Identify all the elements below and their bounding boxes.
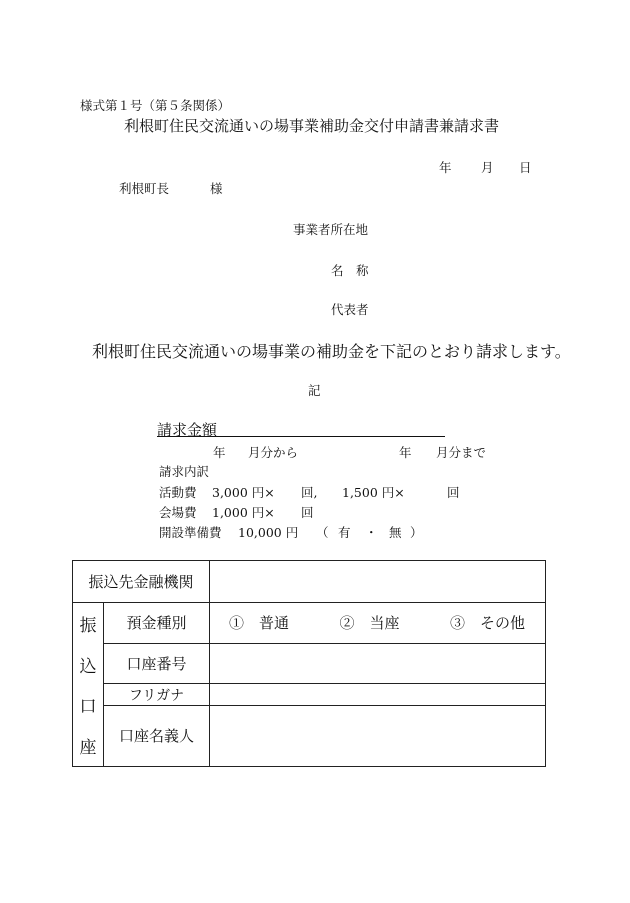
setup-close-paren: ）	[410, 525, 423, 540]
deposit-type-options-cell	[210, 603, 546, 644]
period-to-month: 月分まで	[436, 445, 487, 460]
venue-times: 回	[301, 505, 314, 520]
bank-transfer-table	[72, 560, 546, 767]
setup-dot: ・	[365, 525, 378, 540]
setup-yes: 有	[338, 525, 351, 540]
claim-amount-label: 請求金額	[157, 421, 218, 439]
furigana-input-cell[interactable]	[210, 684, 546, 705]
furigana-label-cell	[104, 684, 210, 705]
account-holder-label: 口座名義人	[119, 727, 195, 746]
period-from-year: 年	[213, 445, 226, 460]
addressee: 利根町長	[119, 181, 170, 196]
institution-label-cell	[73, 561, 210, 603]
furigana-label: フリガナ	[128, 687, 185, 704]
activity-times-2: 回	[447, 485, 460, 500]
activity-rate-1: 3,000 円×	[212, 485, 275, 500]
vertical-char-4: 座	[79, 738, 97, 759]
account-holder-label-cell	[104, 705, 210, 766]
institution-label: 振込先金融機関	[88, 573, 194, 591]
setup-open-paren: （	[316, 525, 329, 540]
date-year-label: 年	[439, 160, 452, 175]
request-sentence: 利根町住民交流通いの場事業の補助金を下記のとおり請求します。	[92, 342, 571, 361]
deposit-option-current[interactable]: ② 当座	[339, 614, 400, 633]
deposit-type-label: 預金種別	[126, 614, 187, 633]
period-from-month: 月分から	[248, 445, 299, 460]
activity-times-1: 回,	[301, 485, 318, 500]
venue-label: 会場費	[159, 505, 197, 520]
activity-label: 活動費	[159, 485, 197, 500]
ki-label: 記	[308, 383, 321, 398]
applicant-representative-label: 代表者	[331, 302, 369, 317]
applicant-name-label: 名 称	[331, 263, 369, 278]
activity-rate-2: 1,500 円×	[342, 485, 405, 500]
account-holder-input-cell[interactable]	[210, 705, 546, 766]
setup-no: 無	[389, 525, 402, 540]
deposit-option-ordinary[interactable]: ① 普通	[229, 614, 290, 633]
vertical-label-cell	[73, 603, 104, 767]
form-number: 様式第１号（第５条関係）	[80, 98, 231, 113]
date-day-label: 日	[519, 160, 532, 175]
vertical-char-3: 口	[79, 697, 97, 718]
deposit-type-label-cell	[104, 603, 210, 644]
setup-label: 開設準備費	[159, 525, 222, 540]
claim-amount-underline	[157, 436, 445, 437]
setup-amount: 10,000 円	[238, 525, 299, 540]
applicant-address-label: 事業者所在地	[293, 222, 369, 237]
account-number-label: 口座番号	[126, 655, 187, 674]
period-to-year: 年	[399, 445, 412, 460]
account-number-label-cell	[104, 643, 210, 684]
vertical-char-2: 込	[79, 656, 97, 677]
vertical-char-1: 振	[79, 615, 97, 636]
page-title: 利根町住民交流通いの場事業補助金交付申請書兼請求書	[124, 117, 500, 135]
date-month-label: 月	[481, 160, 494, 175]
account-number-input-cell[interactable]	[210, 643, 546, 684]
breakdown-label: 請求内訳	[159, 464, 210, 479]
institution-input-cell[interactable]	[210, 561, 546, 603]
venue-rate: 1,000 円×	[212, 505, 275, 520]
addressee-honorific: 様	[210, 181, 223, 196]
deposit-option-other[interactable]: ③ その他	[449, 614, 525, 633]
